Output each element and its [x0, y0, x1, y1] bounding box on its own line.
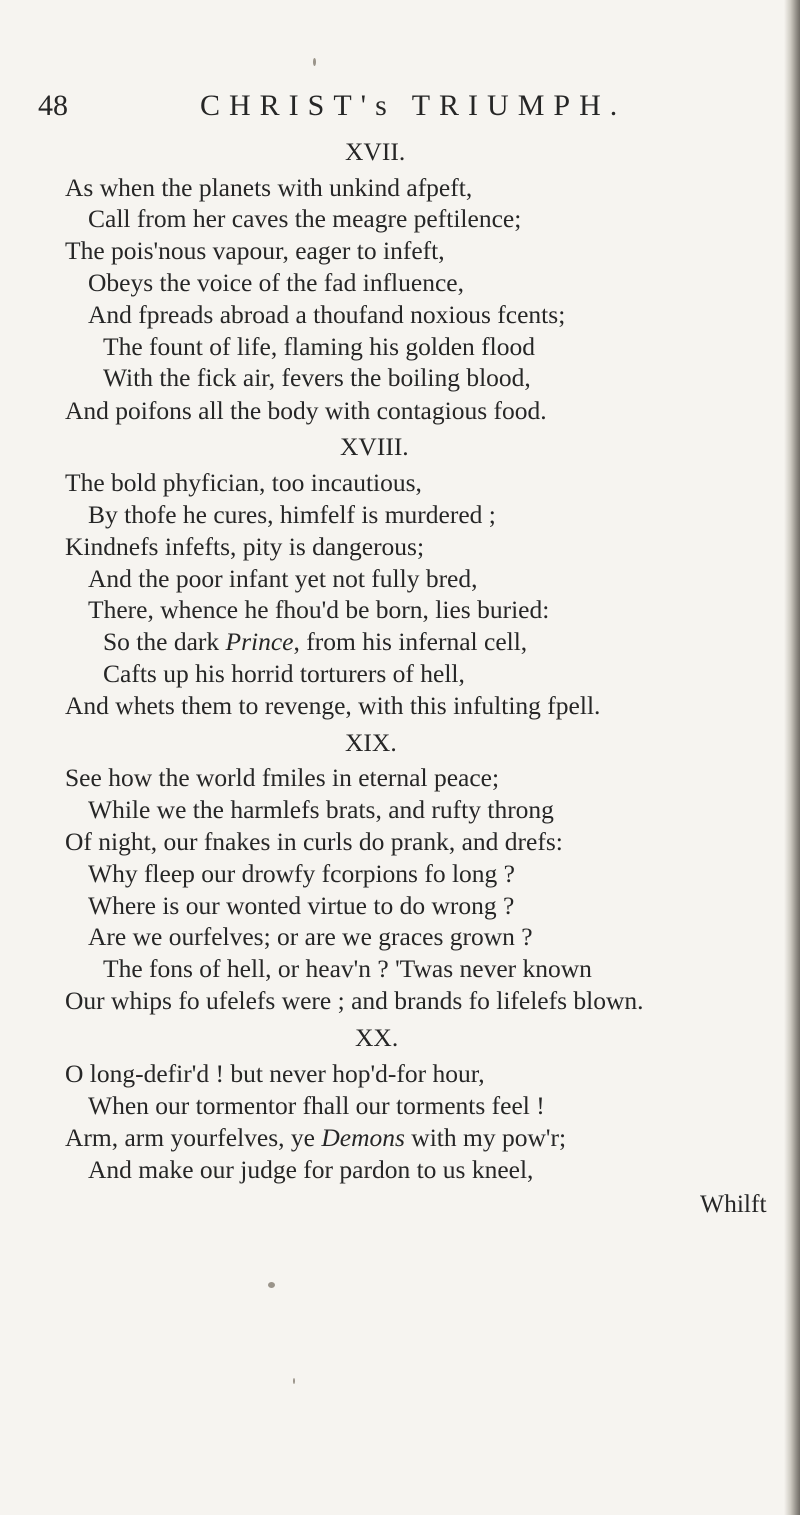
verse-line: And the poor infant yet not fully bred,	[88, 564, 478, 593]
verse-line: By thofe he cures, himfelf is murdered ;	[88, 500, 496, 529]
verse-line: Kindnefs infefts, pity is dangerous;	[65, 532, 425, 561]
running-head: CHRIST's TRIUMPH.	[200, 89, 627, 122]
catchword: Whilft	[700, 1189, 767, 1218]
stanza-heading: XVIII.	[340, 432, 409, 461]
page-binding-shadow	[784, 0, 800, 1515]
verse-line: Arm, arm yourfelves, ye Demons with my pow'r;	[65, 1123, 567, 1152]
verse-line: The pois'nous vapour, eager to infeft,	[65, 236, 445, 265]
verse-line: There, whence he fhou'd be born, lies buried:	[88, 595, 550, 624]
stanza-heading: XX.	[355, 1023, 399, 1052]
verse-line: With the fick air, fevers the boiling blood,	[103, 363, 531, 392]
paper-speck	[268, 1282, 275, 1288]
verse-line: The fons of hell, or heav'n ? 'Twas never known	[103, 954, 592, 983]
verse-line: So the dark Prince, from his infernal cell,	[103, 627, 528, 656]
verse-line: And make our judge for pardon to us kneel,	[88, 1155, 534, 1184]
verse-line: And whets them to revenge, with this infulting fpell.	[65, 691, 601, 720]
verse-line: The bold phyfician, too incautious,	[65, 468, 422, 497]
verse-line: When our tormentor fhall our torments feel !	[88, 1091, 545, 1120]
paper-speck	[293, 1378, 295, 1384]
verse-line: The fount of life, flaming his golden flood	[103, 332, 535, 361]
verse-line: Call from her caves the meagre peftilence;	[88, 204, 522, 233]
paper-speck	[313, 58, 316, 66]
verse-line: Are we ourfelves; or are we graces grown ?	[88, 922, 533, 951]
verse-line: Of night, our fnakes in curls do prank, and drefs:	[65, 827, 563, 856]
verse-line: Cafts up his horrid torturers of hell,	[103, 659, 465, 688]
verse-line: And fpreads abroad a thoufand noxious fcents;	[88, 300, 566, 329]
verse-line: O long-defir'd ! but never hop'd-for hour,	[65, 1059, 485, 1088]
verse-line: Where is our wonted virtue to do wrong ?	[88, 891, 515, 920]
stanza-heading: XIX.	[345, 728, 397, 757]
stanza-heading: XVII.	[345, 137, 406, 166]
verse-line: Obeys the voice of the fad influence,	[88, 268, 464, 297]
verse-line: Why fleep our drowfy fcorpions fo long ?	[88, 859, 516, 888]
page-number: 48	[38, 89, 68, 122]
verse-line: As when the planets with unkind afpeft,	[65, 173, 473, 202]
verse-line: Our whips fo ufelefs were ; and brands fo lifelefs blown.	[65, 986, 644, 1015]
verse-line: And poifons all the body with contagious food.	[65, 396, 547, 425]
verse-line: See how the world fmiles in eternal peace;	[65, 763, 500, 792]
verse-line: While we the harmlefs brats, and rufty throng	[88, 795, 554, 824]
